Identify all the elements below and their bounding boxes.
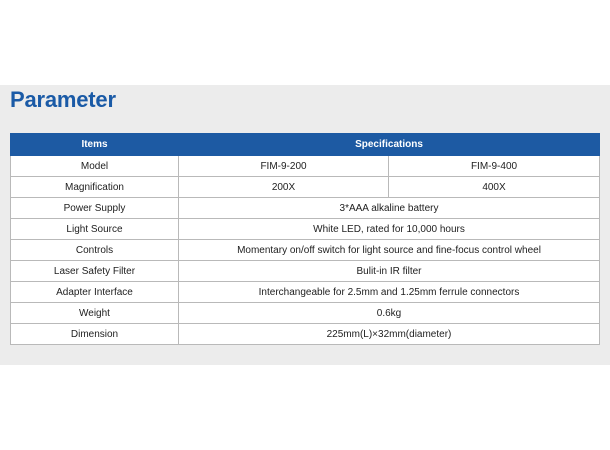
row-label: Light Source [11, 219, 179, 240]
table-row [11, 261, 600, 282]
row-value: Bulit-in IR filter [179, 261, 600, 282]
row-label: Power Supply [11, 198, 179, 219]
row-label: Dimension [11, 324, 179, 345]
row-label: Magnification [11, 177, 179, 198]
table-row [11, 198, 600, 219]
table-row-model [11, 156, 600, 177]
spec-table [10, 133, 600, 345]
row-value: Momentary on/off switch for light source and fine-focus control wheel [179, 240, 600, 261]
row-label: Model [11, 156, 179, 177]
model-value-a: FIM-9-200 [179, 156, 389, 177]
table-header-row [11, 134, 600, 156]
table-row-magnification [11, 177, 600, 198]
row-value: White LED, rated for 10,000 hours [179, 219, 600, 240]
row-label: Weight [11, 303, 179, 324]
magnification-value-a: 200X [179, 177, 389, 198]
row-label: Controls [11, 240, 179, 261]
row-label: Laser Safety Filter [11, 261, 179, 282]
model-value-b: FIM-9-400 [389, 156, 600, 177]
table-row [11, 303, 600, 324]
header-items: Items [11, 134, 179, 156]
row-label: Adapter Interface [11, 282, 179, 303]
row-value: 0.6kg [179, 303, 600, 324]
parameter-panel [0, 85, 610, 365]
magnification-value-b: 400X [389, 177, 600, 198]
row-value: Interchangeable for 2.5mm and 1.25mm ferrule connectors [179, 282, 600, 303]
section-title: Parameter [10, 87, 116, 112]
table-row [11, 324, 600, 345]
header-specifications: Specifications [179, 134, 600, 156]
table-row [11, 219, 600, 240]
table-row [11, 240, 600, 261]
row-value: 3*AAA alkaline battery [179, 198, 600, 219]
row-value: 225mm(L)×32mm(diameter) [179, 324, 600, 345]
table-row [11, 282, 600, 303]
